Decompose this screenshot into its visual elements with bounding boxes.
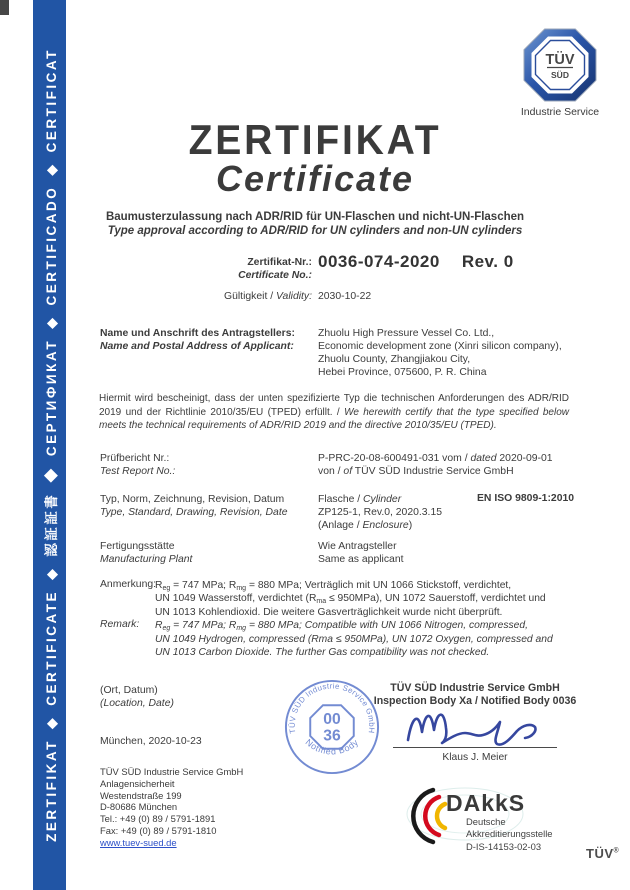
logo-sud-text: SÜD	[551, 70, 569, 80]
scan-artifact	[0, 0, 9, 15]
manufacturing-plant-value: Wie Antragsteller Same as applicant	[318, 541, 404, 565]
address-line: Tel.: +49 (0) 89 / 5791-1891	[100, 813, 216, 825]
type-label: Typ, Norm, Zeichnung, Revision, Datum Type, Standard, Drawing, Revision, Date	[100, 494, 288, 518]
certificate-number: 0036-074-2020	[318, 252, 440, 271]
remark-text	[155, 579, 570, 659]
address-line: TÜV SÜD Industrie Service GmbH	[100, 766, 244, 777]
issuer-name: TÜV SÜD Industrie Service GmbH	[390, 682, 560, 694]
remark-line: UN 1013 Carbon Dioxide. The further Gas compatibility was not checked.	[155, 647, 490, 659]
applicant-address	[318, 327, 568, 379]
logo-tuv-text: TÜV	[545, 52, 575, 68]
remark-label-english: Remark:	[100, 619, 140, 630]
location-date-value: München, 2020-10-23	[100, 736, 202, 747]
test-report-label: Prüfbericht Nr.: Test Report No.:	[100, 453, 176, 477]
remark-line: UN 1049 Wasserstoff, verdichtet $(R_{ma} \le 950MPa)$, UN 1072 Sauerstoff, verdichtet und	[155, 593, 546, 606]
stamp-arc-bottom-text: Notified Body	[303, 736, 361, 757]
remark-label-german: Anmerkung:	[100, 579, 157, 590]
applicant-line: Zhuolu County, Zhangjiakou City,	[318, 354, 471, 365]
applicant-line: Hebei Province, 075600, P. R. China	[318, 367, 487, 378]
stamp-number-bottom: 36	[323, 727, 341, 745]
address-line: Westendstraße 199	[100, 789, 182, 801]
signature-line	[393, 747, 557, 748]
subtitle-german: Baumusterzulassung nach ADR/RID für UN-Flaschen und nicht-UN-Flaschen	[105, 211, 525, 223]
issuer-address-block	[100, 766, 243, 849]
tuv-sud-logo-icon	[523, 28, 597, 102]
statement-english: We herewith certify that the type specified below meets the technical requirements of ADR/RID 2019 and the directive 2010/35/EU (TPED).	[99, 406, 569, 432]
dakks-text-block: Deutsche Akkreditierungsstelle D-IS-14153-02-03	[466, 816, 553, 852]
manufacturing-plant-label: Fertigungsstätte Manufacturing Plant	[100, 541, 193, 565]
statement-german: Hiermit wird bescheinigt, dass der unten spezifizierte Typ die technischen Anforderungen des ADR/RID 2019 und der Richtlinie 2010/35/EU (TPED) erfüllt. /	[99, 393, 569, 418]
logo-tagline: Industrie Service	[520, 106, 600, 118]
validity-label: Gültigkeit / Validity:	[224, 291, 312, 302]
revision: Rev. 0	[461, 252, 514, 271]
address-line: Anlagensicherheit	[100, 777, 175, 789]
address-line: Fax: +49 (0) 89 / 5791-1810	[100, 824, 217, 836]
certificate-number-label: Zertifikat-Nr.: Certificate No.:	[238, 257, 312, 281]
location-date-label: (Ort, Datum) (Location, Date)	[100, 685, 174, 709]
applicant-label: Name und Anschrift des Antragstellers: Name and Postal Address of Applicant:	[100, 328, 295, 352]
stamp-arc-top-text: TÜV SÜD Industrie Service GmbH	[287, 681, 377, 735]
address-line: D-80686 München	[100, 801, 178, 813]
type-value: Flasche / Cylinder ZP125-1, Rev.0, 2020.3.15 (Anlage / Enclosure)	[318, 494, 442, 531]
sidebar-vertical-text: ZERTIFIKAT ◆ CERTIFICATE ◆ 認証証書 ◆ СЕРТИФИКАТ ◆ CERTIFICADO ◆ CERTIFICAT	[43, 48, 59, 842]
stamp-number-top: 00	[323, 711, 341, 729]
issuer-body: Inspection Body Xa / Notified Body 0036	[373, 695, 577, 707]
certificate-number-value	[318, 252, 514, 271]
validity-value: 2030-10-22	[318, 291, 372, 302]
website-link[interactable]: www.tuev-sued.de	[100, 836, 177, 848]
page-title-english: Certificate	[215, 158, 415, 199]
remark-line: UN 1049 Hydrogen, compressed (Rma ≤ 950MPa), UN 1072 Oxygen, compressed and	[155, 633, 553, 645]
remark-line: UN 1013 Kohlendioxid. Die weitere Gasverträglichkeit wurde nicht überprüft.	[155, 606, 503, 618]
language-sidebar	[33, 0, 66, 890]
tuv-trademark: TÜV®	[586, 846, 620, 861]
page-title-german: ZERTIFIKAT	[188, 116, 442, 163]
standard-reference: EN ISO 9809-1:2010	[477, 493, 575, 504]
certification-statement	[99, 392, 569, 433]
applicant-line: Economic development zone (Xinri silicon company),	[318, 341, 562, 352]
remark-line: $R_{eg} = 747$ MPa; $R_{mg} = 880$ MPa; Compatible with UN 1066 Nitrogen, compressed,	[155, 620, 528, 632]
remark-line: $R_{eg} = 747$ MPa; $R_{mg} = 880$ MPa; Verträglich mit UN 1066 Stickstoff, verdichtet,	[155, 580, 512, 592]
applicant-line: Zhuolu High Pressure Vessel Co. Ltd.,	[318, 328, 495, 339]
signer-name: Klaus J. Meier	[442, 752, 508, 763]
signature-icon	[398, 702, 554, 746]
subtitle	[65, 211, 565, 238]
subtitle-english: Type approval according to ADR/RID for UN cylinders and non-UN cylinders	[107, 224, 523, 237]
dakks-name: DAkkS	[446, 790, 526, 816]
test-report-value: P-PRC-20-08-600491-031 vom / dated 2020-09-01 von / of TÜV SÜD Industrie Service GmbH	[318, 453, 553, 477]
